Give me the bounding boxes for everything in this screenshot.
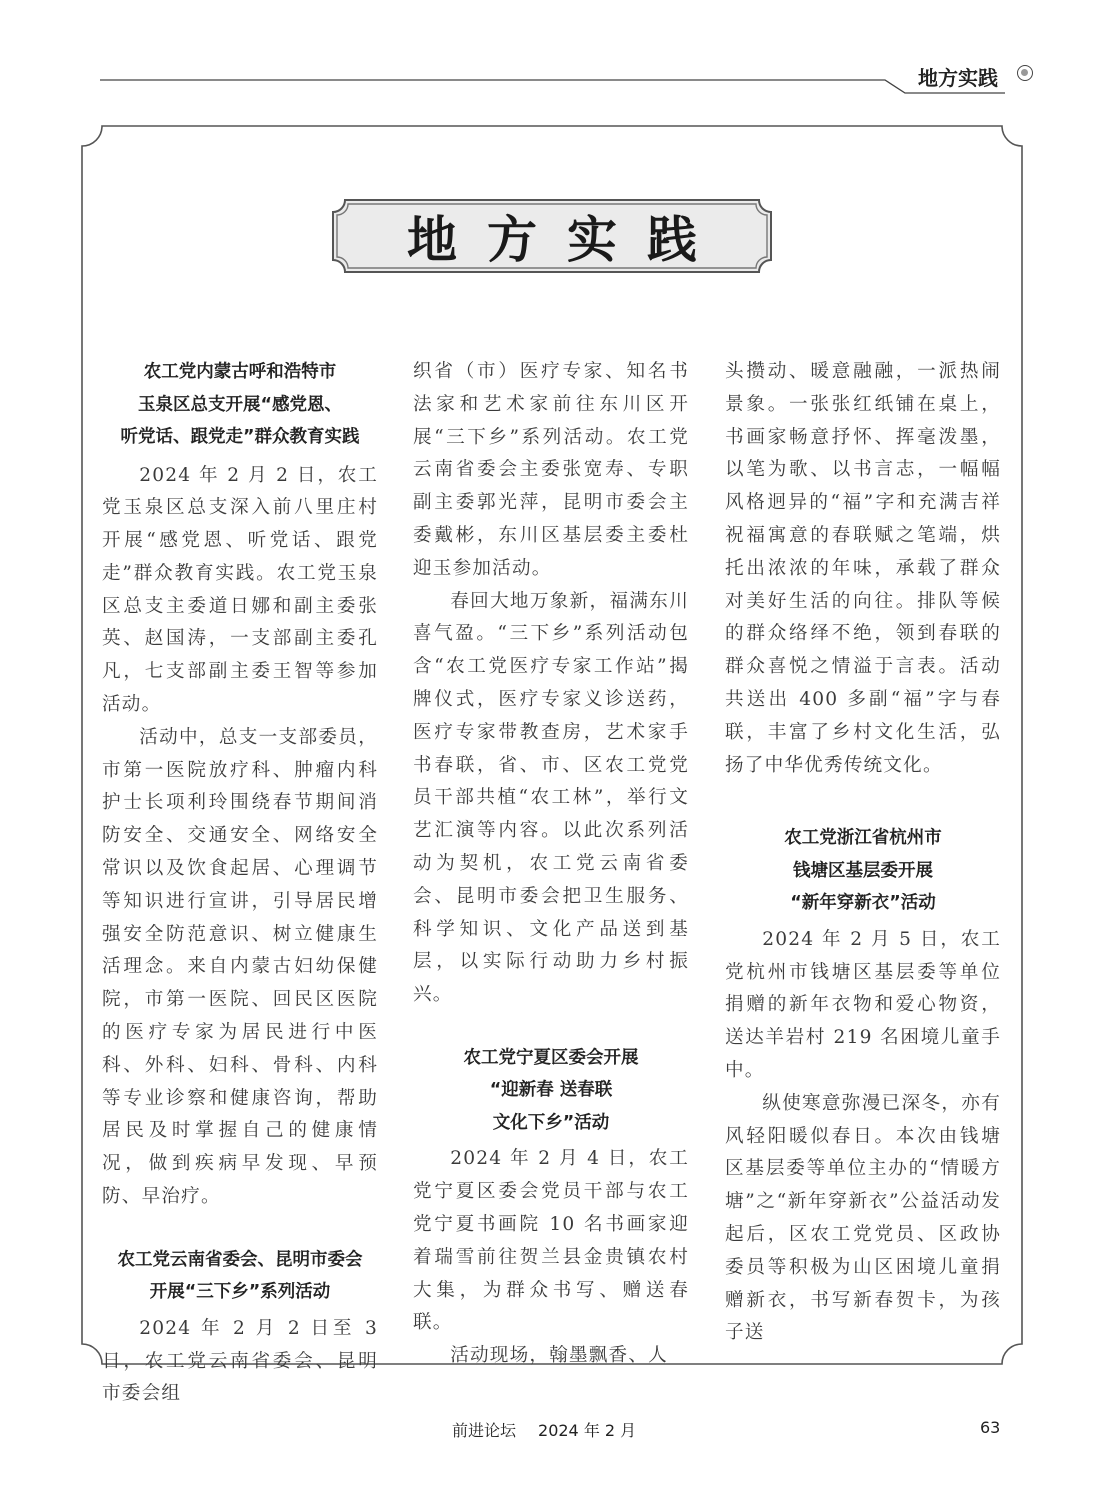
section-title: 地方实践 (918, 66, 998, 90)
title-line: 农工党浙江省杭州市 (784, 828, 942, 849)
footer-journal-info (452, 1418, 658, 1441)
article-4-title (725, 822, 1001, 920)
journal-name: 前进论坛 (452, 1421, 517, 1440)
article-2-paragraph-2: 春回大地万象新，福满东川喜气盈。“三下乡”系列活动包含“农工党医疗专家工作站”揭牌仪式，医疗专家义诊送药，医疗专家带教查房，艺术家手书春联，省、市、区农工党党员干部共植“农工林”，举行文艺汇演等内容。以此次系列活动为契机，农工党云南省委会、昆明市委会把卫生服务、科学知识、文化产品送到基层，以实际行动助力乡村振兴。 (413, 590, 689, 1006)
title-line: 玉泉区总支开展“感党恩、 (137, 394, 342, 415)
page-number: 63 (980, 1418, 1001, 1437)
title-line: 钱塘区基层委开展 (793, 860, 933, 881)
title-line: “迎新春 送春联 (489, 1080, 613, 1101)
title-line: 农工党内蒙古呼和浩特市 (143, 362, 337, 382)
article-3-paragraph-1: 2024 年 2 月 4 日，农工党宁夏区委会党员干部与农工党宁夏书画院 10 名书画家迎着瑞雪前往贺兰县金贵镇农村大集，为群众书写、赠送春联。 (413, 1148, 689, 1334)
article-4-paragraph-2: 纵使寒意弥漫已深冬，亦有风轻阳暖似春日。本次由钱塘区基层委等单位主办的“情暖方塘”之“新年穿新衣”公益活动发起后，区农工党党员、区政协委员等积极为山区困境儿童捐赠新衣，书写新春贺卡，为孩子送 (725, 1092, 1001, 1344)
title-line: “新年穿新衣”活动 (790, 893, 936, 914)
title-line: 农工党宁夏区委会开展 (463, 1047, 639, 1068)
article-2-paragraph-1-continued: 织省（市）医疗专家、知名书法家和艺术家前往东川区开展“三下乡”系列活动。农工党云南省委会主委张宽寿、专职副主委郭光萍，昆明市委会主委戴彬，东川区基层委主委杜迎玉参加活动。 (413, 361, 689, 579)
article-1-title (102, 356, 378, 454)
article-4-paragraph-1: 2024 年 2 月 5 日，农工党杭州市钱塘区基层委等单位捐赠的新年衣物和爱心物资，送达羊岩村 219 名困境儿童手中。 (725, 928, 1001, 1082)
article-3-paragraph-2: 活动现场，翰墨飘香、人 (450, 1345, 668, 1367)
title-line: 听党话、跟党走”群众教育实践 (120, 427, 360, 447)
column-1 (102, 356, 378, 1411)
article-1-paragraph-1: 2024 年 2 月 2 日，农工党玉泉区总支深入前八里庄村开展“感党恩、听党话、跟党走”群众教育实践。农工党玉泉区总支主委道日娜和副主委张英、赵国涛，一支部副主委孔凡，七支部副主委王智等参加活动。 (102, 464, 378, 716)
banner-title: 地方实践 (407, 211, 727, 269)
article-3-title (413, 1042, 689, 1140)
article-3-paragraph-2-continued: 头攒动、暖意融融，一派热闹景象。一张张红纸铺在桌上，书画家畅意抒怀、挥毫泼墨，以笔为歌、以书言志，一幅幅风格迥异的“福”字和充满吉祥祝福寓意的春联赋之笔端，烘托出浓浓的年味，承载了群众对美好生活的向往。排队等候的群众络绎不绝，领到春联的群众喜悦之情溢于言表。活动共送出 400 多副“福”字与春联，丰富了乡村文化生活，弘扬了中华优秀传统文化。 (725, 361, 1001, 776)
title-line: 文化下乡”活动 (492, 1112, 610, 1133)
article-1-paragraph-2: 活动中，总支一支部委员，市第一医院放疗科、肿瘤内科护士长项利玲围绕春节期间消防安全、交通安全、网络安全常识以及饮食起居、心理调节等知识进行宣讲，引导居民增强安全防范意识、树立健康生活理念。来自内蒙古妇幼保健院，市第一医院、回民区医院的医疗专家为居民进行中医科、外科、妇科、骨科、内科等专业诊察和健康咨询，帮助居民及时掌握自己的健康情况，做到疾病早发现、早预防、早治疗。 (102, 726, 378, 1208)
issue-date: 2024 年 2 月 (538, 1421, 637, 1440)
column-3 (725, 356, 1001, 1350)
title-line: 农工党云南省委会、昆明市委会 (117, 1249, 363, 1270)
article-2-paragraph-1: 2024 年 2 月 2 日至 3 日，农工党云南省委会、昆明市委会组 (102, 1317, 378, 1405)
article-2-title (102, 1244, 378, 1309)
title-line: 开展“三下乡”系列活动 (149, 1282, 331, 1303)
column-2 (413, 356, 689, 1373)
